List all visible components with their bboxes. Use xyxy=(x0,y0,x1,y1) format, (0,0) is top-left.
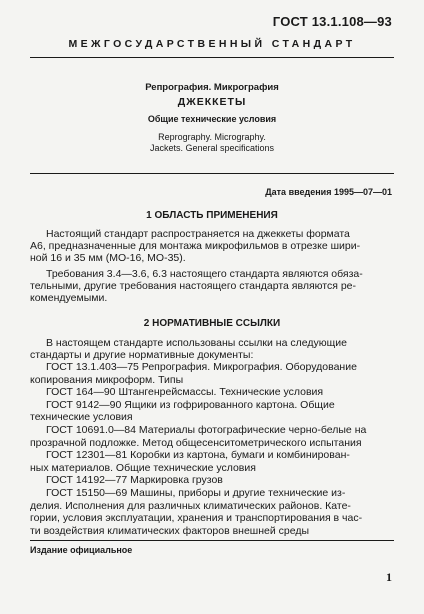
section-1-paragraph-1 xyxy=(30,228,394,264)
title-specifications: Общие технические условия xyxy=(147,114,277,124)
normative-references-list xyxy=(30,361,394,537)
publication-note: Издание официальное xyxy=(30,545,133,555)
section-2-title: 2 НОРМАТИВНЫЕ ССЫЛКИ xyxy=(143,318,281,329)
document-title: ДЖЕККЕТЫ xyxy=(177,96,247,108)
reference-line: ти воздействия климатических факторов внешней среды xyxy=(30,524,310,537)
reference-line: ГОСТ 14192—77 Маркировка грузов xyxy=(46,474,223,487)
text-line: В настоящем стандарте использованы ссылки на следующие xyxy=(46,337,347,349)
reference-line: делия. Исполнения для различных климатических районов. Кате- xyxy=(30,499,351,512)
intro-date: Дата введения 1995—07—01 xyxy=(265,187,392,197)
footer-rule xyxy=(30,540,394,541)
standard-type-heading: МЕЖГОСУДАРСТВЕННЫЙ СТАНДАРТ xyxy=(68,38,356,50)
reference-line: гории, условия эксплуатации, хранения и транспортирования в час- xyxy=(30,512,363,525)
reference-line: ГОСТ 164—90 Штангенрейсмассы. Технические условия xyxy=(46,386,324,399)
reference-line: ГОСТ 10691.0—84 Материалы фотографические черно-белые на xyxy=(46,423,367,436)
reference-line: ГОСТ 12301—81 Коробки из картона, бумаги и комбинирован- xyxy=(46,449,350,462)
text-line: Настоящий стандарт распространяется на джеккеты формата xyxy=(46,228,350,240)
page-number: 1 xyxy=(386,570,392,584)
section-1-paragraph-2 xyxy=(30,268,394,304)
text-line: ной 16 и 35 мм (МО-16, МО-35). xyxy=(30,252,186,264)
title-rule xyxy=(30,173,394,174)
text-line: Требования 3.4—3.6, 6.3 настоящего стандарта являются обяза- xyxy=(46,268,363,280)
text-line: тельными, другие требования настоящего стандарта являются ре- xyxy=(30,280,357,292)
english-title-line: Jackets. General specifications xyxy=(149,143,275,153)
reference-line: технические условия xyxy=(30,411,133,424)
section-1-title: 1 ОБЛАСТЬ ПРИМЕНЕНИЯ xyxy=(146,210,278,221)
text-line: комендуемыми. xyxy=(30,292,108,304)
text-line: А6, предназначенные для монтажа микрофильмов в отрезке шири- xyxy=(30,240,361,252)
title-subject: Репрография. Микрография xyxy=(145,82,279,93)
english-title xyxy=(30,132,394,154)
reference-line: ГОСТ 15150—69 Машины, приборы и другие технические из- xyxy=(46,486,346,499)
text-line: стандарты и другие нормативные документы: xyxy=(30,349,254,361)
section-2-intro xyxy=(30,337,394,361)
gost-code: ГОСТ 13.1.108—93 xyxy=(272,14,392,29)
top-rule xyxy=(30,57,394,58)
reference-line: ных материалов. Общие технические условия xyxy=(30,461,256,474)
english-title-line: Reprography. Micrography. xyxy=(158,132,266,142)
reference-line: ГОСТ 13.1.403—75 Репрография. Микрография. Оборудование xyxy=(46,361,357,373)
reference-line: прозрачной подложке. Метод общесенситометрического испытания xyxy=(30,436,362,449)
reference-line: копирования микроформ. Типы xyxy=(30,373,184,386)
reference-line: ГОСТ 9142—90 Ящики из гофрированного картона. Общие xyxy=(46,398,335,411)
